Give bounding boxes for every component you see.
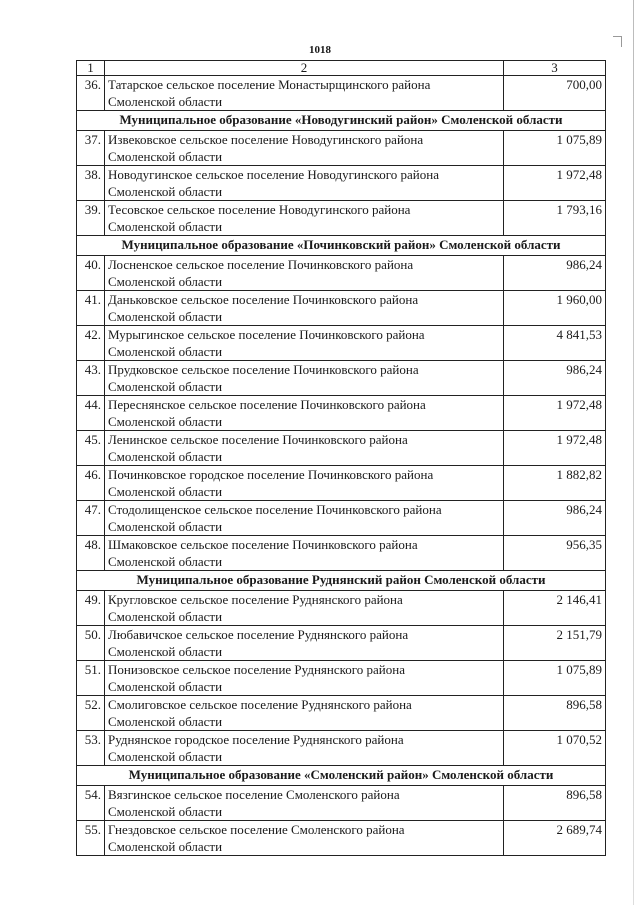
- settlement-name-line2: Смоленской области: [108, 379, 223, 394]
- settlement-name: [105, 201, 504, 236]
- allocation-value: 2 146,41: [504, 591, 606, 626]
- settlement-name: [105, 131, 504, 166]
- settlement-name-line2: Смоленской области: [108, 449, 223, 464]
- settlement-name-line1: Руднянское городское поселение Руднянского района: [108, 732, 404, 747]
- settlement-name-line2: Смоленской области: [108, 679, 223, 694]
- settlement-name-line1: Тесовское сельское поселение Новодугинского района: [108, 202, 411, 217]
- allocation-value: 1 972,48: [504, 396, 606, 431]
- table-row: [77, 501, 606, 536]
- row-number: 51.: [77, 661, 105, 696]
- settlement-name-line2: Смоленской области: [108, 609, 223, 624]
- table-row: [77, 201, 606, 236]
- allocation-value: 986,24: [504, 501, 606, 536]
- settlement-name: [105, 76, 504, 111]
- allocation-value: 896,58: [504, 786, 606, 821]
- section-title: Муниципальное образование «Новодугинский район» Смоленской области: [77, 111, 606, 131]
- allocation-value: 1 972,48: [504, 431, 606, 466]
- table-row: [77, 396, 606, 431]
- column-header-3: 3: [504, 61, 606, 76]
- allocation-value: 2 689,74: [504, 821, 606, 856]
- settlement-name-line1: Даньковское сельское поселение Починковского района: [108, 292, 419, 307]
- settlement-name-line1: Извековское сельское поселение Новодугинского района: [108, 132, 424, 147]
- settlement-name-line1: Татарское сельское поселение Монастырщинского района: [108, 77, 431, 92]
- settlement-name-line1: Гнездовское сельское поселение Смоленского района: [108, 822, 405, 837]
- section-title: Муниципальное образование «Починковский район» Смоленской области: [77, 236, 606, 256]
- settlement-name-line1: Кругловское сельское поселение Руднянского района: [108, 592, 403, 607]
- settlement-name: [105, 626, 504, 661]
- row-number: 42.: [77, 326, 105, 361]
- allocation-value: 986,24: [504, 361, 606, 396]
- settlement-name-line1: Мурыгинское сельское поселение Починковского района: [108, 327, 425, 342]
- row-number: 53.: [77, 731, 105, 766]
- section-header-row: [77, 236, 606, 256]
- row-number: 44.: [77, 396, 105, 431]
- settlement-name-line1: Переснянское сельское поселение Починковского района: [108, 397, 426, 412]
- settlement-name-line2: Смоленской области: [108, 714, 223, 729]
- page-edge-line: [633, 0, 634, 905]
- table-row: [77, 466, 606, 501]
- table-row: [77, 786, 606, 821]
- column-header-2: 2: [105, 61, 504, 76]
- settlement-name-line1: Починковское городское поселение Починковского района: [108, 467, 434, 482]
- table-row: [77, 661, 606, 696]
- table-body: [77, 76, 606, 856]
- allocation-value: 1 075,89: [504, 661, 606, 696]
- settlement-name-line2: Смоленской области: [108, 554, 223, 569]
- settlement-name-line2: Смоленской области: [108, 484, 223, 499]
- settlement-name: [105, 361, 504, 396]
- settlement-name: [105, 696, 504, 731]
- allocation-value: 956,35: [504, 536, 606, 571]
- settlement-name: [105, 431, 504, 466]
- section-header-row: [77, 766, 606, 786]
- settlement-name: [105, 536, 504, 571]
- row-number: 38.: [77, 166, 105, 201]
- settlement-name-line1: Смолиговское сельское поселение Руднянского района: [108, 697, 412, 712]
- row-number: 47.: [77, 501, 105, 536]
- settlement-name: [105, 396, 504, 431]
- row-number: 45.: [77, 431, 105, 466]
- row-number: 46.: [77, 466, 105, 501]
- row-number: 50.: [77, 626, 105, 661]
- table-row: [77, 256, 606, 291]
- settlement-name-line1: Ленинское сельское поселение Починковского района: [108, 432, 408, 447]
- row-number: 48.: [77, 536, 105, 571]
- settlement-name-line1: Любавичское сельское поселение Руднянского района: [108, 627, 409, 642]
- settlement-name-line1: Вязгинское сельское поселение Смоленского района: [108, 787, 400, 802]
- section-title: Муниципальное образование Руднянский район Смоленской области: [77, 571, 606, 591]
- section-header-row: [77, 111, 606, 131]
- allocation-value: 1 793,16: [504, 201, 606, 236]
- settlement-name: [105, 166, 504, 201]
- row-number: 37.: [77, 131, 105, 166]
- table-row: [77, 76, 606, 111]
- settlement-name-line1: Лосненское сельское поселение Починковского района: [108, 257, 414, 272]
- settlement-name-line2: Смоленской области: [108, 274, 223, 289]
- settlement-name: [105, 591, 504, 626]
- table-row: [77, 731, 606, 766]
- allocation-value: 986,24: [504, 256, 606, 291]
- settlement-name-line2: Смоленской области: [108, 219, 223, 234]
- allocation-value: 4 841,53: [504, 326, 606, 361]
- settlement-name: [105, 786, 504, 821]
- settlement-name: [105, 821, 504, 856]
- settlement-name-line2: Смоленской области: [108, 839, 223, 854]
- settlement-name-line1: Стодолищенское сельское поселение Починковского района: [108, 502, 442, 517]
- settlement-name: [105, 466, 504, 501]
- settlement-name-line2: Смоленской области: [108, 309, 223, 324]
- section-header-row: [77, 571, 606, 591]
- table-row: [77, 696, 606, 731]
- row-number: 54.: [77, 786, 105, 821]
- settlement-name: [105, 326, 504, 361]
- row-number: 36.: [77, 76, 105, 111]
- row-number: 55.: [77, 821, 105, 856]
- allocation-value: 1 960,00: [504, 291, 606, 326]
- settlement-name-line2: Смоленской области: [108, 804, 223, 819]
- allocation-value: 1 882,82: [504, 466, 606, 501]
- settlement-name: [105, 256, 504, 291]
- allocation-value: 1 972,48: [504, 166, 606, 201]
- settlement-name-line2: Смоленской области: [108, 344, 223, 359]
- row-number: 52.: [77, 696, 105, 731]
- row-number: 49.: [77, 591, 105, 626]
- row-number: 40.: [77, 256, 105, 291]
- table-row: [77, 591, 606, 626]
- allocation-value: 896,58: [504, 696, 606, 731]
- table-row: [77, 821, 606, 856]
- column-header-1: 1: [77, 61, 105, 76]
- settlement-name-line2: Смоленской области: [108, 414, 223, 429]
- allocation-value: 1 070,52: [504, 731, 606, 766]
- settlement-name: [105, 501, 504, 536]
- table-row: [77, 166, 606, 201]
- settlement-name-line2: Смоленской области: [108, 94, 223, 109]
- settlement-name-line2: Смоленской области: [108, 644, 223, 659]
- table-row: [77, 131, 606, 166]
- allocation-value: 700,00: [504, 76, 606, 111]
- table-row: [77, 291, 606, 326]
- settlement-name-line2: Смоленской области: [108, 749, 223, 764]
- table-row: [77, 431, 606, 466]
- settlement-name: [105, 731, 504, 766]
- settlement-name: [105, 291, 504, 326]
- settlement-name-line2: Смоленской области: [108, 149, 223, 164]
- table-row: [77, 536, 606, 571]
- allocation-table: [76, 60, 606, 856]
- table-header-row: [77, 61, 606, 76]
- settlement-name: [105, 661, 504, 696]
- page-number: 1018: [309, 44, 331, 56]
- table-row: [77, 626, 606, 661]
- settlement-name-line1: Прудковское сельское поселение Починковского района: [108, 362, 419, 377]
- row-number: 41.: [77, 291, 105, 326]
- allocation-value: 1 075,89: [504, 131, 606, 166]
- table-row: [77, 361, 606, 396]
- settlement-name-line2: Смоленской области: [108, 184, 223, 199]
- settlement-name-line1: Шмаковское сельское поселение Починковского района: [108, 537, 418, 552]
- section-title: Муниципальное образование «Смоленский район» Смоленской области: [77, 766, 606, 786]
- row-number: 43.: [77, 361, 105, 396]
- row-number: 39.: [77, 201, 105, 236]
- settlement-name-line2: Смоленской области: [108, 519, 223, 534]
- settlement-name-line1: Понизовское сельское поселение Руднянского района: [108, 662, 405, 677]
- allocation-value: 2 151,79: [504, 626, 606, 661]
- settlement-name-line1: Новодугинское сельское поселение Новодугинского района: [108, 167, 439, 182]
- table-row: [77, 326, 606, 361]
